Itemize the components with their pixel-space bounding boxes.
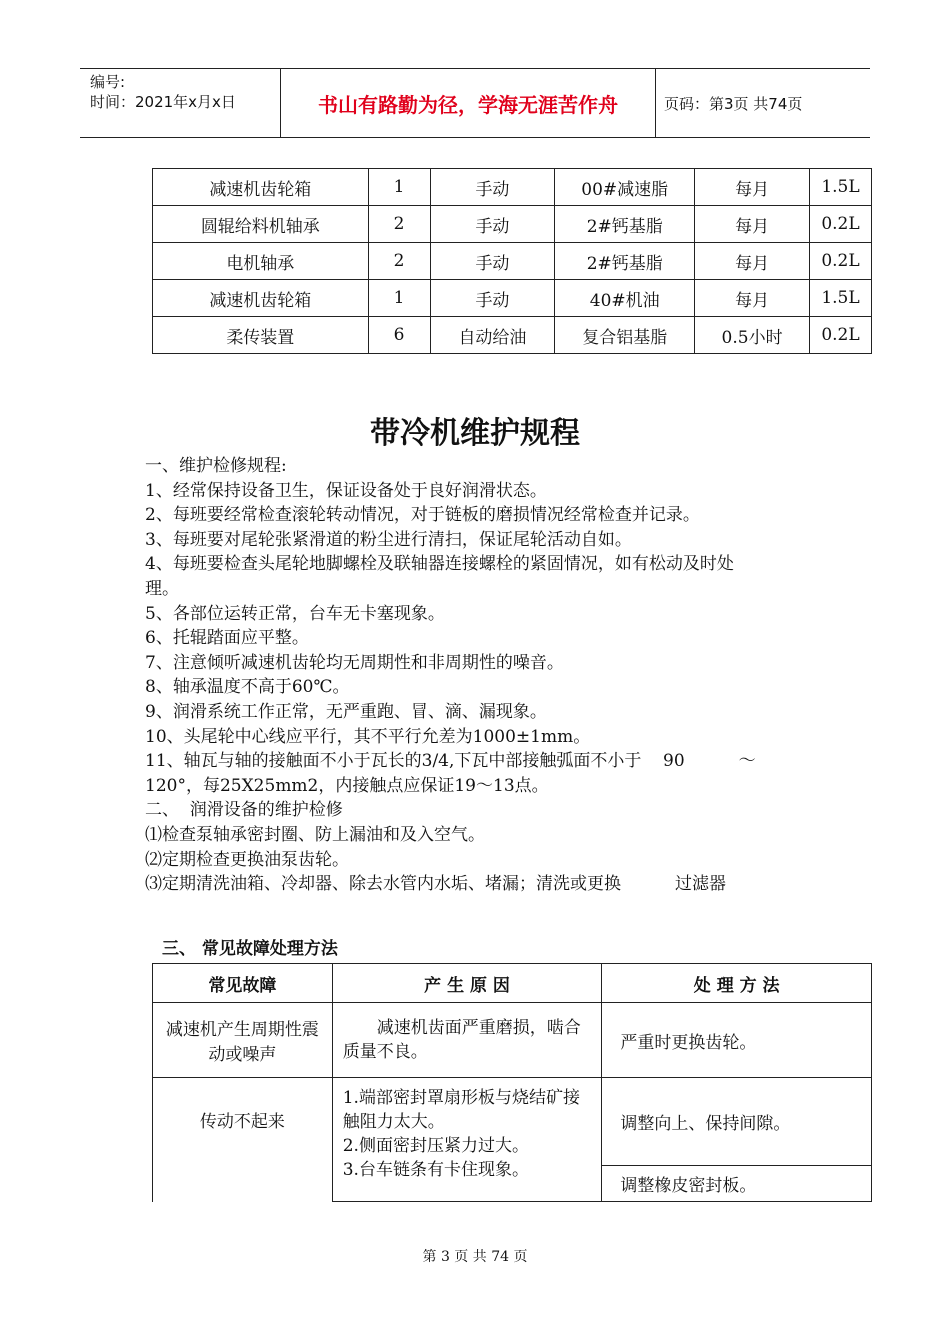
lubrication-cell: 6 <box>368 317 430 354</box>
page-title: 带冷机维护规程 <box>370 416 580 451</box>
lubrication-cell: 每月 <box>695 243 810 280</box>
lubrication-row <box>153 243 872 280</box>
lubrication-cell: 1.5L <box>810 169 872 206</box>
header-motto: 书山有路勤为径，学海无涯苦作舟 <box>280 69 656 137</box>
fault-cause: 2.侧面密封压紧力过大。 <box>342 1136 529 1156</box>
lubrication-cell: 2#钙基脂 <box>555 206 695 243</box>
lubrication-cell: 0.2L <box>810 243 872 280</box>
lubrication-cell: 每月 <box>695 206 810 243</box>
lubrication-cell: 手动 <box>430 243 555 280</box>
lubrication-cell: 减速机齿轮箱 <box>153 169 369 206</box>
rule-line: 理。 <box>145 578 179 599</box>
time-label: 时间：2021年x月x日 <box>90 93 236 111</box>
fault-cause-list <box>332 1078 602 1202</box>
fault-method: 严重时更换齿轮。 <box>602 1003 872 1078</box>
rule-line: 6、托辊踏面应平整。 <box>145 628 309 649</box>
fault-table-header <box>153 964 872 1003</box>
fault-cause: 减速机齿面严重磨损，啮合质量不良。 <box>332 1003 602 1078</box>
rule-line: 10、头尾轮中心线应平行，其不平行允差为1000±1mm。 <box>145 726 591 747</box>
lubrication-row <box>153 169 872 206</box>
lubrication-cell: 1 <box>368 280 430 317</box>
rule-line: 7、注意倾听减速机齿轮均无周期性和非周期性的噪音。 <box>145 652 564 673</box>
lubrication-cell: 柔传装置 <box>153 317 369 354</box>
lubrication-cell: 减速机齿轮箱 <box>153 280 369 317</box>
fault-name: 减速机产生周期性震动或噪声 <box>153 1003 333 1078</box>
lubrication-cell: 每月 <box>695 280 810 317</box>
maintenance-rules <box>145 454 815 897</box>
lubrication-cell: 2 <box>368 206 430 243</box>
rule-line: ⑵定期检查更换油泵齿轮。 <box>145 849 349 870</box>
fault-method: 调整向上、保持间隙。 <box>602 1078 872 1166</box>
header-fault: 常见故障 <box>153 964 333 1003</box>
header-page-label: 页码：第3页 共74页 <box>664 94 803 113</box>
lubrication-cell: 0.2L <box>810 206 872 243</box>
lubrication-cell: 自动给油 <box>430 317 555 354</box>
rule-line: 5、各部位运转正常，台车无卡塞现象。 <box>145 603 445 624</box>
rule-line: 11、轴瓦与轴的接触面不小于瓦长的3/4,下瓦中部接触弧面不小于 90 ～ <box>145 751 756 772</box>
fault-cause: 3.台车链条有卡住现象。 <box>342 1160 529 1180</box>
header-cause: 产 生 原 因 <box>332 964 602 1003</box>
lubrication-cell: 0.2L <box>810 317 872 354</box>
rule-line: 2、每班要经常检查滚轮转动情况，对于链板的磨损情况经常检查并记录。 <box>145 505 700 526</box>
rule-line: 4、每班要检查头尾轮地脚螺栓及联轴器连接螺栓的紧固情况，如有松动及时处 <box>145 554 734 575</box>
fault-method: 调整橡皮密封板。 <box>602 1166 872 1202</box>
fault-row <box>153 1003 872 1078</box>
page-header <box>80 68 870 138</box>
lubrication-cell: 1.5L <box>810 280 872 317</box>
page-footer: 第 3 页 共 74 页 <box>422 1249 528 1265</box>
rule-line: 120°，每25X25mm2，内接触点应保证19～13点。 <box>145 775 549 796</box>
rule-line: 1、经常保持设备卫生，保证设备处于良好润滑状态。 <box>145 480 547 501</box>
fault-table <box>152 963 872 1202</box>
lubrication-cell: 复合铝基脂 <box>555 317 695 354</box>
lubrication-cell: 电机轴承 <box>153 243 369 280</box>
lubrication-cell: 圆辊给料机轴承 <box>153 206 369 243</box>
section3-heading: 三、 常见故障处理方法 <box>162 939 338 959</box>
header-meta <box>80 69 280 137</box>
lubrication-cell: 手动 <box>430 280 555 317</box>
rule-line: 9、润滑系统工作正常，无严重跑、冒、滴、漏现象。 <box>145 701 547 722</box>
lubrication-table <box>152 168 872 354</box>
rule-line: 3、每班要对尾轮张紧滑道的粉尘进行清扫，保证尾轮活动自如。 <box>145 529 632 550</box>
lubrication-cell: 00#减速脂 <box>555 169 695 206</box>
lubrication-cell: 每月 <box>695 169 810 206</box>
lubrication-cell: 0.5小时 <box>695 317 810 354</box>
lubrication-row <box>153 280 872 317</box>
number-label: 编号: <box>90 73 126 91</box>
fault-row <box>153 1078 872 1166</box>
lubrication-cell: 2#钙基脂 <box>555 243 695 280</box>
lubrication-table-body <box>153 169 872 354</box>
rule-line: 一、维护检修规程: <box>145 456 287 476</box>
rule-line: 二、 润滑设备的维护检修 <box>145 800 343 821</box>
lubrication-cell: 40#机油 <box>555 280 695 317</box>
lubrication-cell: 手动 <box>430 206 555 243</box>
rule-line: 8、轴承温度不高于60℃。 <box>145 677 350 698</box>
lubrication-cell: 手动 <box>430 169 555 206</box>
lubrication-cell: 1 <box>368 169 430 206</box>
lubrication-cell: 2 <box>368 243 430 280</box>
lubrication-row <box>153 206 872 243</box>
header-method: 处 理 方 法 <box>602 964 872 1003</box>
fault-name: 传动不起来 <box>153 1078 333 1202</box>
lubrication-row <box>153 317 872 354</box>
fault-cause: 1.端部密封罩扇形板与烧结矿接触阻力太大。 <box>342 1088 580 1132</box>
rule-line: ⑴检查泵轴承密封圈、防上漏油和及入空气。 <box>145 824 485 845</box>
rule-line: ⑶定期清洗油箱、冷却器、除去水管内水垢、堵漏；清洗或更换 过滤器 <box>145 874 727 895</box>
